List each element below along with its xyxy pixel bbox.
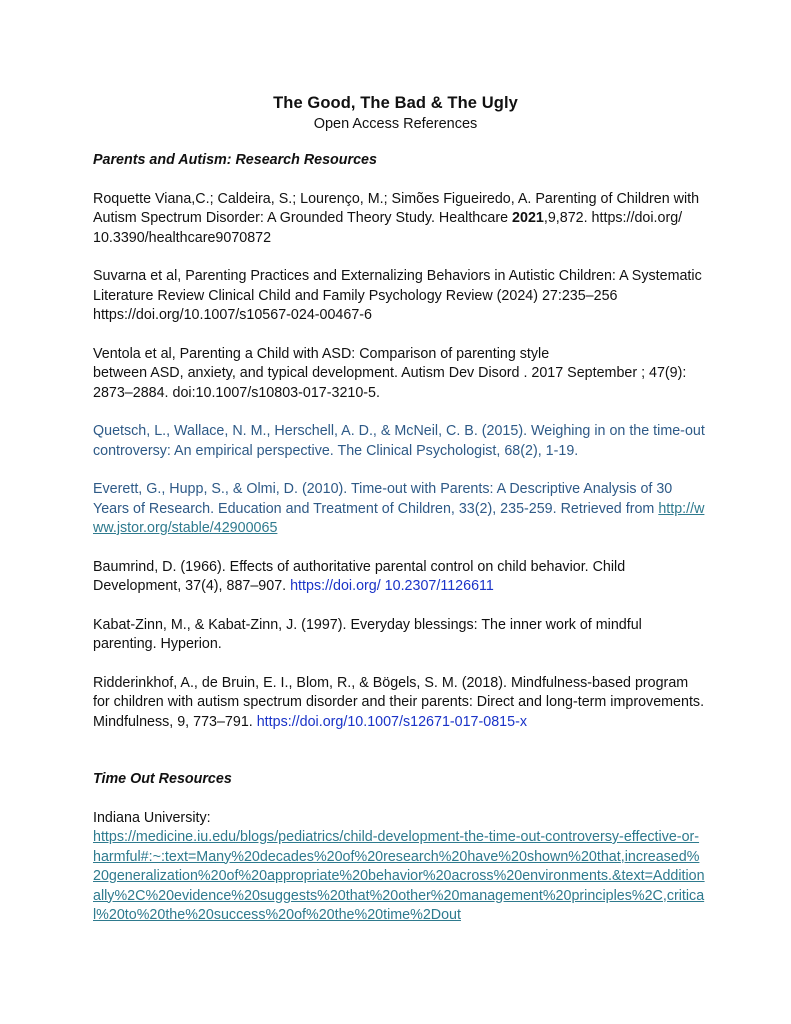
section-heading-time-out: Time Out Resources: [93, 771, 232, 787]
reference-baumrind-text: Baumrind, D. (1966). Effects of authoritative parental control on child behavior. Child Development, 37(4), 887–907.: [93, 558, 626, 594]
reference-viana: [93, 190, 705, 249]
reference-ridderinkhof: [93, 674, 705, 733]
references-content: [93, 151, 705, 926]
document-title: The Good, The Bad & The Ugly: [273, 94, 518, 112]
reference-suvarna: Suvarna et al, Parenting Practices and Externalizing Behaviors in Autistic Children: A Systematic Literature Review Clinical Child and Family Psychology Review (2024) 27:235–256 https://doi.org/10.1007/s10567-024-00467-6: [93, 268, 702, 323]
reference-viana-text: Roquette Viana,C.; Caldeira, S.; Lourenço, M.; Simões Figueiredo, A. Parenting of Children with Autism Spectrum Disorder: A Grounded Theory Study. Healthcare: [93, 190, 700, 226]
reference-viana-tail: ,9,872. https://doi.org/ 10.3390/healthcare9070872: [93, 210, 683, 246]
reference-everett-link[interactable]: http://www.jstor.org/stable/42900065: [93, 500, 705, 536]
section-heading-parents-autism: Parents and Autism: Research Resources: [93, 152, 377, 168]
reference-ventola: [93, 345, 705, 404]
indiana-label: Indiana University:: [93, 809, 211, 826]
reference-ventola-line2: between ASD, anxiety, and typical development. Autism Dev Disord . 2017 September ; 47(9): 2873–2884. doi:10.1007/s10803-017-3210-5.: [93, 365, 687, 401]
reference-kabat-zinn: Kabat-Zinn, M., & Kabat-Zinn, J. (1997). Everyday blessings: The inner work of mindful parenting. Hyperion.: [93, 616, 642, 652]
reference-baumrind: [93, 558, 705, 597]
reference-ridderinkhof-link[interactable]: https://doi.org/10.1007/s12671-017-0815-x: [256, 713, 527, 730]
reference-ridderinkhof-text: Ridderinkhof, A., de Bruin, E. I., Blom, R., & Bögels, S. M. (2018). Mindfulness-based program for children with autism spectrum disorder and their parents: Direct and long-term improvements. Mindfulness, 9, 773–791.: [93, 674, 705, 730]
document-subtitle: Open Access References: [313, 116, 478, 132]
reference-everett: [93, 480, 705, 539]
reference-ventola-line1: Ventola et al, Parenting a Child with ASD: Comparison of parenting style: [93, 345, 550, 362]
reference-everett-text: Everett, G., Hupp, S., & Olmi, D. (2010). Time-out with Parents: A Descriptive Analysis of 30 Years of Research. Education and Treatment of Children, 33(2), 235-259. Retrieved from: [93, 481, 673, 517]
reference-quetsch: Quetsch, L., Wallace, N. M., Herschell, A. D., & McNeil, C. B. (2015). Weighing in on the time-out controversy: An empirical perspective. The Clinical Psychologist, 68(2), 1-19.: [93, 423, 705, 459]
reference-viana-year: 2021: [512, 210, 544, 226]
reference-baumrind-link[interactable]: https://doi.org/ 10.2307/1126611: [290, 578, 494, 594]
indiana-link[interactable]: https://medicine.iu.edu/blogs/pediatrics/child-development-the-time-out-controversy-effective-or-harmful#:~:text=Many%20decades%20of%20research%20have%20shown%20that,increased%20generalization%20of%20appropriate%20behavior%20across%20environments.&text=Additionally%2C%20evidence%20suggests%20that%20other%20management%20principles%2C,critical%20to%20the%20success%20of%20the%20time%2Dout: [93, 829, 705, 923]
